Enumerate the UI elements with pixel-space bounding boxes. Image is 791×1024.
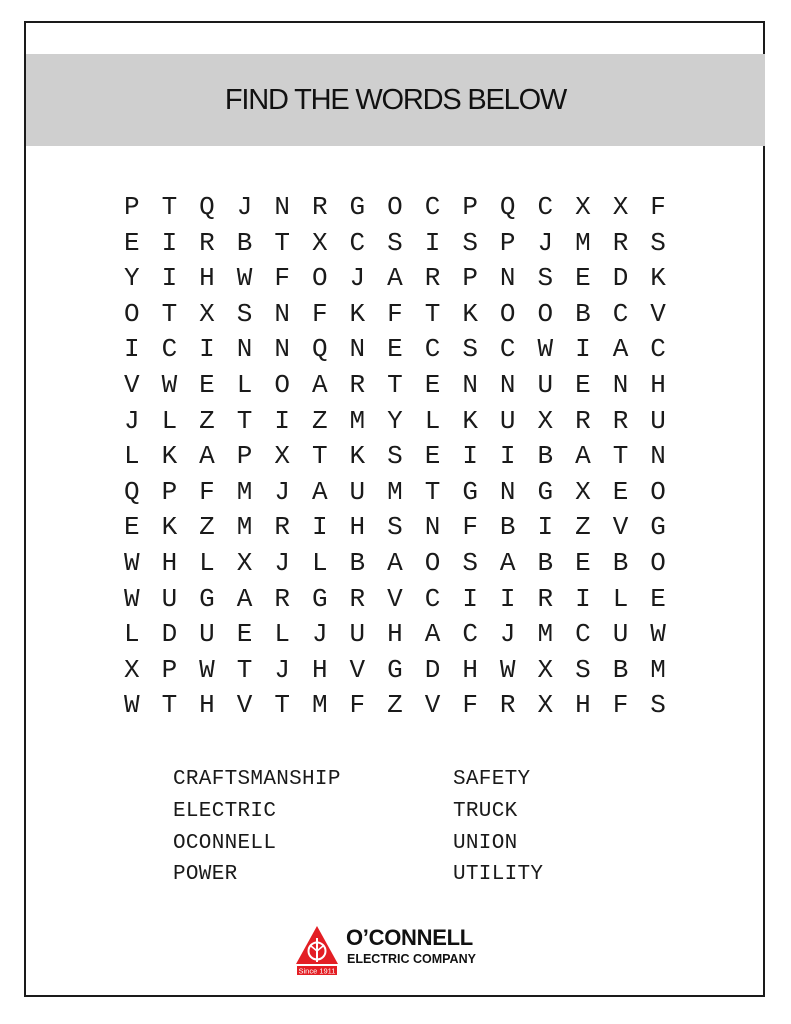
word-list-item: SAFETY	[453, 768, 531, 791]
grid-cell[interactable]: T	[274, 227, 290, 258]
grid-cell[interactable]: P	[123, 192, 140, 222]
grid-cell[interactable]: L	[199, 547, 215, 578]
grid-cell[interactable]: O	[274, 369, 290, 400]
grid-cell[interactable]: B	[612, 654, 629, 685]
grid-cell[interactable]: X	[537, 405, 554, 436]
grid-cell[interactable]: O	[387, 192, 403, 222]
grid-cell[interactable]: P	[161, 476, 178, 507]
word-list-item: TRUCK	[453, 799, 518, 823]
grid-cell[interactable]: S	[387, 441, 403, 472]
grid-cell[interactable]: U	[161, 583, 178, 614]
grid-cell[interactable]: M	[349, 405, 366, 436]
grid-cell[interactable]: U	[537, 369, 554, 400]
grid-cell[interactable]: J	[311, 619, 328, 650]
grid-cell[interactable]: J	[274, 547, 290, 578]
grid-row	[113, 688, 683, 724]
grid-cell[interactable]: R	[575, 405, 591, 436]
grid-cell[interactable]: J	[274, 654, 290, 685]
grid-cell[interactable]: B	[236, 227, 253, 258]
grid-cell[interactable]: H	[161, 547, 178, 578]
grid-cell[interactable]: J	[123, 405, 140, 436]
grid-cell[interactable]: I	[199, 334, 215, 365]
grid-cell[interactable]: W	[161, 369, 178, 400]
logo-company-subtitle: ELECTRIC COMPANY	[347, 952, 476, 966]
grid-cell[interactable]: T	[424, 298, 441, 329]
grid-cell[interactable]: I	[499, 441, 516, 472]
grid-row	[113, 190, 683, 226]
logo-since-text: Since 1911	[298, 966, 336, 976]
grid-cell[interactable]: R	[274, 583, 290, 614]
grid-cell[interactable]: I	[575, 583, 591, 614]
grid-cell[interactable]: B	[537, 441, 554, 472]
grid-cell[interactable]: E	[236, 619, 253, 650]
grid-cell[interactable]: H	[199, 690, 215, 721]
grid-cell[interactable]: R	[537, 583, 554, 614]
grid-cell[interactable]: F	[462, 690, 478, 721]
grid-cell[interactable]: N	[499, 476, 516, 507]
grid-cell[interactable]: S	[462, 227, 478, 258]
grid-cell[interactable]: X	[537, 690, 554, 721]
grid-cell[interactable]: V	[424, 690, 441, 721]
grid-cell[interactable]: E	[424, 369, 441, 400]
grid-cell[interactable]: N	[612, 369, 629, 400]
grid-cell[interactable]: Q	[199, 192, 215, 222]
page-title: FIND THE WORDS BELOW	[224, 84, 567, 116]
grid-cell[interactable]: F	[612, 690, 629, 721]
grid-cell[interactable]: G	[387, 654, 403, 685]
grid-cell[interactable]: F	[349, 690, 366, 721]
word-list-right	[453, 764, 543, 891]
grid-cell[interactable]: Z	[199, 405, 215, 436]
grid-cell[interactable]: X	[612, 192, 629, 222]
grid-cell[interactable]: L	[123, 619, 140, 650]
grid-cell[interactable]: U	[199, 619, 215, 650]
grid-cell[interactable]: I	[274, 405, 290, 436]
grid-cell[interactable]: E	[575, 369, 591, 400]
grid-cell[interactable]: L	[274, 619, 290, 650]
grid-cell[interactable]: E	[123, 227, 140, 258]
grid-cell[interactable]: G	[199, 583, 215, 614]
grid-cell[interactable]: A	[499, 547, 516, 578]
grid-cell[interactable]: I	[123, 334, 140, 365]
grid-cell[interactable]: V	[650, 298, 666, 329]
grid-cell[interactable]: N	[274, 334, 290, 365]
grid-cell[interactable]: N	[236, 334, 253, 365]
grid-cell[interactable]: N	[424, 512, 441, 543]
grid-row	[113, 226, 683, 262]
grid-row	[113, 546, 683, 582]
grid-cell[interactable]: B	[349, 547, 366, 578]
grid-cell[interactable]: S	[537, 263, 554, 294]
grid-cell[interactable]: Q	[499, 192, 516, 222]
grid-cell[interactable]: M	[537, 619, 554, 650]
grid-cell[interactable]: V	[236, 690, 253, 721]
grid-cell[interactable]: G	[462, 476, 478, 507]
grid-cell[interactable]: I	[499, 583, 516, 614]
grid-cell[interactable]: B	[537, 547, 554, 578]
grid-cell[interactable]: I	[462, 441, 478, 472]
grid-cell[interactable]: C	[349, 227, 366, 258]
grid-cell[interactable]: R	[199, 227, 215, 258]
grid-row	[113, 368, 683, 404]
grid-cell[interactable]: W	[650, 619, 666, 650]
grid-cell[interactable]: X	[537, 654, 554, 685]
grid-cell[interactable]: Y	[387, 405, 403, 436]
grid-row	[113, 297, 683, 333]
grid-cell[interactable]: W	[199, 654, 215, 685]
grid-cell[interactable]: J	[499, 619, 516, 650]
grid-cell[interactable]: M	[575, 227, 591, 258]
grid-row	[113, 439, 683, 475]
grid-cell[interactable]: S	[650, 690, 666, 721]
grid-cell[interactable]: I	[311, 512, 328, 543]
grid-cell[interactable]: G	[650, 512, 666, 543]
grid-cell[interactable]: C	[650, 334, 666, 365]
grid-cell[interactable]: L	[311, 547, 328, 578]
grid-cell[interactable]: S	[462, 547, 478, 578]
grid-cell[interactable]: T	[274, 690, 290, 721]
grid-cell[interactable]: O	[537, 298, 554, 329]
grid-cell[interactable]: E	[424, 441, 441, 472]
company-logo	[290, 924, 510, 978]
grid-cell[interactable]: D	[612, 263, 629, 294]
grid-cell[interactable]: S	[387, 227, 403, 258]
grid-cell[interactable]: E	[650, 583, 666, 614]
grid-cell[interactable]: H	[650, 369, 666, 400]
grid-cell[interactable]: T	[612, 441, 629, 472]
grid-cell[interactable]: E	[387, 334, 403, 365]
word-list-item: OCONNELL	[173, 831, 277, 855]
grid-cell[interactable]: M	[387, 476, 403, 507]
grid-cell[interactable]: V	[612, 512, 629, 543]
grid-cell[interactable]: A	[311, 369, 328, 400]
grid-cell[interactable]: W	[123, 690, 140, 721]
grid-cell[interactable]: Z	[311, 405, 328, 436]
grid-cell[interactable]: G	[349, 192, 366, 222]
grid-cell[interactable]: H	[199, 263, 215, 294]
grid-cell[interactable]: A	[236, 583, 253, 614]
grid-cell[interactable]: K	[462, 405, 478, 436]
grid-cell[interactable]: P	[499, 227, 516, 258]
grid-cell[interactable]: M	[236, 512, 253, 543]
grid-cell[interactable]: C	[537, 192, 554, 222]
grid-row	[113, 582, 683, 618]
grid-cell[interactable]: F	[650, 192, 666, 222]
grid-cell[interactable]: P	[236, 441, 253, 472]
grid-cell[interactable]: U	[349, 619, 366, 650]
grid-cell[interactable]: Q	[123, 476, 140, 507]
grid-cell[interactable]: E	[575, 547, 591, 578]
grid-cell[interactable]: R	[274, 512, 290, 543]
grid-cell[interactable]: A	[311, 476, 328, 507]
grid-cell[interactable]: U	[499, 405, 516, 436]
grid-cell[interactable]: R	[349, 583, 366, 614]
grid-cell[interactable]: T	[161, 192, 178, 222]
grid-cell[interactable]: L	[612, 583, 629, 614]
grid-cell[interactable]: R	[499, 690, 516, 721]
grid-row	[113, 332, 683, 368]
grid-cell[interactable]: N	[462, 369, 478, 400]
grid-cell[interactable]: W	[123, 583, 140, 614]
grid-cell[interactable]: P	[462, 263, 478, 294]
grid-cell[interactable]: G	[537, 476, 554, 507]
grid-cell[interactable]: R	[424, 263, 441, 294]
grid-cell[interactable]: K	[161, 512, 178, 543]
grid-cell[interactable]: G	[311, 583, 328, 614]
grid-cell[interactable]: J	[537, 227, 554, 258]
letter-grid	[113, 190, 683, 724]
grid-cell[interactable]: N	[650, 441, 666, 472]
grid-cell[interactable]: N	[499, 263, 516, 294]
grid-cell[interactable]: W	[499, 654, 516, 685]
grid-cell[interactable]: C	[161, 334, 178, 365]
word-list-item: CRAFTSMANSHIP	[173, 768, 341, 791]
grid-cell[interactable]: U	[612, 619, 629, 650]
grid-cell[interactable]: J	[236, 192, 253, 222]
grid-cell[interactable]: T	[387, 369, 403, 400]
grid-cell[interactable]: O	[424, 547, 441, 578]
grid-cell[interactable]: C	[424, 334, 441, 365]
grid-cell[interactable]: W	[236, 263, 253, 294]
grid-cell[interactable]: A	[199, 441, 215, 472]
grid-cell[interactable]: X	[575, 192, 591, 222]
grid-cell[interactable]: M	[236, 476, 253, 507]
grid-cell[interactable]: A	[387, 263, 403, 294]
grid-cell[interactable]: B	[575, 298, 591, 329]
grid-cell[interactable]: K	[349, 441, 366, 472]
grid-cell[interactable]: K	[462, 298, 478, 329]
grid-cell[interactable]: W	[123, 547, 140, 578]
grid-cell[interactable]: I	[462, 583, 478, 614]
word-list-item: ELECTRIC	[173, 799, 277, 823]
grid-cell[interactable]: T	[236, 654, 253, 685]
grid-cell[interactable]: C	[424, 583, 441, 614]
grid-cell[interactable]: W	[537, 334, 554, 365]
grid-cell[interactable]: I	[537, 512, 554, 543]
grid-cell[interactable]: P	[462, 192, 478, 222]
grid-cell[interactable]: I	[575, 334, 591, 365]
logo-company-name: O’CONNELL	[346, 925, 473, 950]
grid-cell[interactable]: H	[462, 654, 478, 685]
grid-cell[interactable]: M	[311, 690, 328, 721]
grid-cell[interactable]: Z	[575, 512, 591, 543]
grid-cell[interactable]: O	[123, 298, 140, 329]
logo-mark-icon	[294, 924, 340, 976]
grid-cell[interactable]: J	[274, 476, 290, 507]
grid-cell[interactable]: U	[349, 476, 366, 507]
grid-cell[interactable]: U	[650, 405, 666, 436]
grid-row	[113, 653, 683, 689]
grid-cell[interactable]: B	[612, 547, 629, 578]
grid-cell[interactable]: S	[236, 298, 253, 329]
grid-cell[interactable]: V	[349, 654, 366, 685]
grid-cell[interactable]: N	[274, 298, 290, 329]
grid-cell[interactable]: L	[123, 441, 140, 472]
grid-cell[interactable]: T	[424, 476, 441, 507]
grid-row	[113, 617, 683, 653]
grid-cell[interactable]: A	[612, 334, 629, 365]
grid-cell[interactable]: J	[349, 263, 366, 294]
grid-cell[interactable]: I	[161, 263, 178, 294]
grid-cell[interactable]: Z	[199, 512, 215, 543]
grid-cell[interactable]: D	[424, 654, 441, 685]
grid-cell[interactable]: C	[499, 334, 516, 365]
grid-row	[113, 510, 683, 546]
grid-cell[interactable]: B	[499, 512, 516, 543]
grid-cell[interactable]: L	[424, 405, 441, 436]
grid-cell[interactable]: H	[349, 512, 366, 543]
grid-row	[113, 261, 683, 297]
grid-cell[interactable]: F	[199, 476, 215, 507]
grid-cell[interactable]: L	[236, 369, 253, 400]
grid-cell[interactable]: F	[387, 298, 403, 329]
grid-cell[interactable]: X	[575, 476, 591, 507]
grid-cell[interactable]: C	[575, 619, 591, 650]
grid-cell[interactable]: P	[161, 654, 178, 685]
grid-cell[interactable]: H	[311, 654, 328, 685]
grid-cell[interactable]: X	[236, 547, 253, 578]
grid-cell[interactable]: T	[236, 405, 253, 436]
grid-cell[interactable]: T	[311, 441, 328, 472]
grid-cell[interactable]: E	[575, 263, 591, 294]
grid-cell[interactable]: E	[199, 369, 215, 400]
grid-row	[113, 475, 683, 511]
grid-cell[interactable]: E	[123, 512, 140, 543]
word-list-item: UTILITY	[453, 863, 544, 887]
grid-cell[interactable]: C	[612, 298, 629, 329]
grid-cell[interactable]: R	[612, 405, 629, 436]
grid-cell[interactable]: X	[199, 298, 215, 329]
grid-cell[interactable]: Z	[387, 690, 403, 721]
grid-cell[interactable]: S	[387, 512, 403, 543]
grid-cell[interactable]: I	[161, 227, 178, 258]
grid-cell[interactable]: C	[424, 192, 441, 222]
grid-cell[interactable]: F	[311, 298, 328, 329]
grid-cell[interactable]: C	[462, 619, 478, 650]
grid-cell[interactable]: O	[499, 298, 516, 329]
grid-cell[interactable]: N	[274, 192, 290, 222]
grid-cell[interactable]: X	[311, 227, 328, 258]
grid-cell[interactable]: T	[161, 298, 178, 329]
grid-row	[113, 404, 683, 440]
grid-cell[interactable]: T	[161, 690, 178, 721]
grid-cell[interactable]: H	[387, 619, 403, 650]
grid-cell[interactable]: X	[123, 654, 140, 685]
grid-cell[interactable]: Y	[123, 263, 140, 294]
grid-cell[interactable]: R	[612, 227, 629, 258]
grid-cell[interactable]: D	[161, 619, 178, 650]
grid-cell[interactable]: K	[650, 263, 666, 294]
grid-cell[interactable]: V	[123, 369, 140, 400]
grid-cell[interactable]: O	[650, 476, 666, 507]
grid-cell[interactable]: N	[349, 334, 366, 365]
grid-cell[interactable]: L	[161, 405, 178, 436]
grid-cell[interactable]: O	[311, 263, 328, 294]
grid-cell[interactable]: A	[575, 441, 591, 472]
grid-cell[interactable]: R	[349, 369, 366, 400]
grid-cell[interactable]: V	[387, 583, 403, 614]
grid-cell[interactable]: H	[575, 690, 591, 721]
grid-cell[interactable]: R	[311, 192, 328, 222]
grid-cell[interactable]: S	[575, 654, 591, 685]
grid-cell[interactable]: S	[650, 227, 666, 258]
grid-cell[interactable]: I	[424, 227, 441, 258]
grid-cell[interactable]: A	[424, 619, 441, 650]
grid-cell[interactable]: F	[462, 512, 478, 543]
grid-cell[interactable]: S	[462, 334, 478, 365]
grid-cell[interactable]: Q	[311, 334, 328, 365]
word-list-item: POWER	[173, 863, 238, 887]
word-list-item: UNION	[453, 831, 518, 855]
grid-cell[interactable]: O	[650, 547, 666, 578]
grid-cell[interactable]: M	[650, 654, 666, 685]
grid-cell[interactable]: K	[349, 298, 366, 329]
grid-cell[interactable]: X	[274, 441, 290, 472]
grid-cell[interactable]: E	[612, 476, 629, 507]
grid-cell[interactable]: N	[499, 369, 516, 400]
grid-cell[interactable]: F	[274, 263, 290, 294]
grid-cell[interactable]: A	[387, 547, 403, 578]
grid-cell[interactable]: K	[161, 441, 178, 472]
word-list-left	[173, 764, 341, 891]
